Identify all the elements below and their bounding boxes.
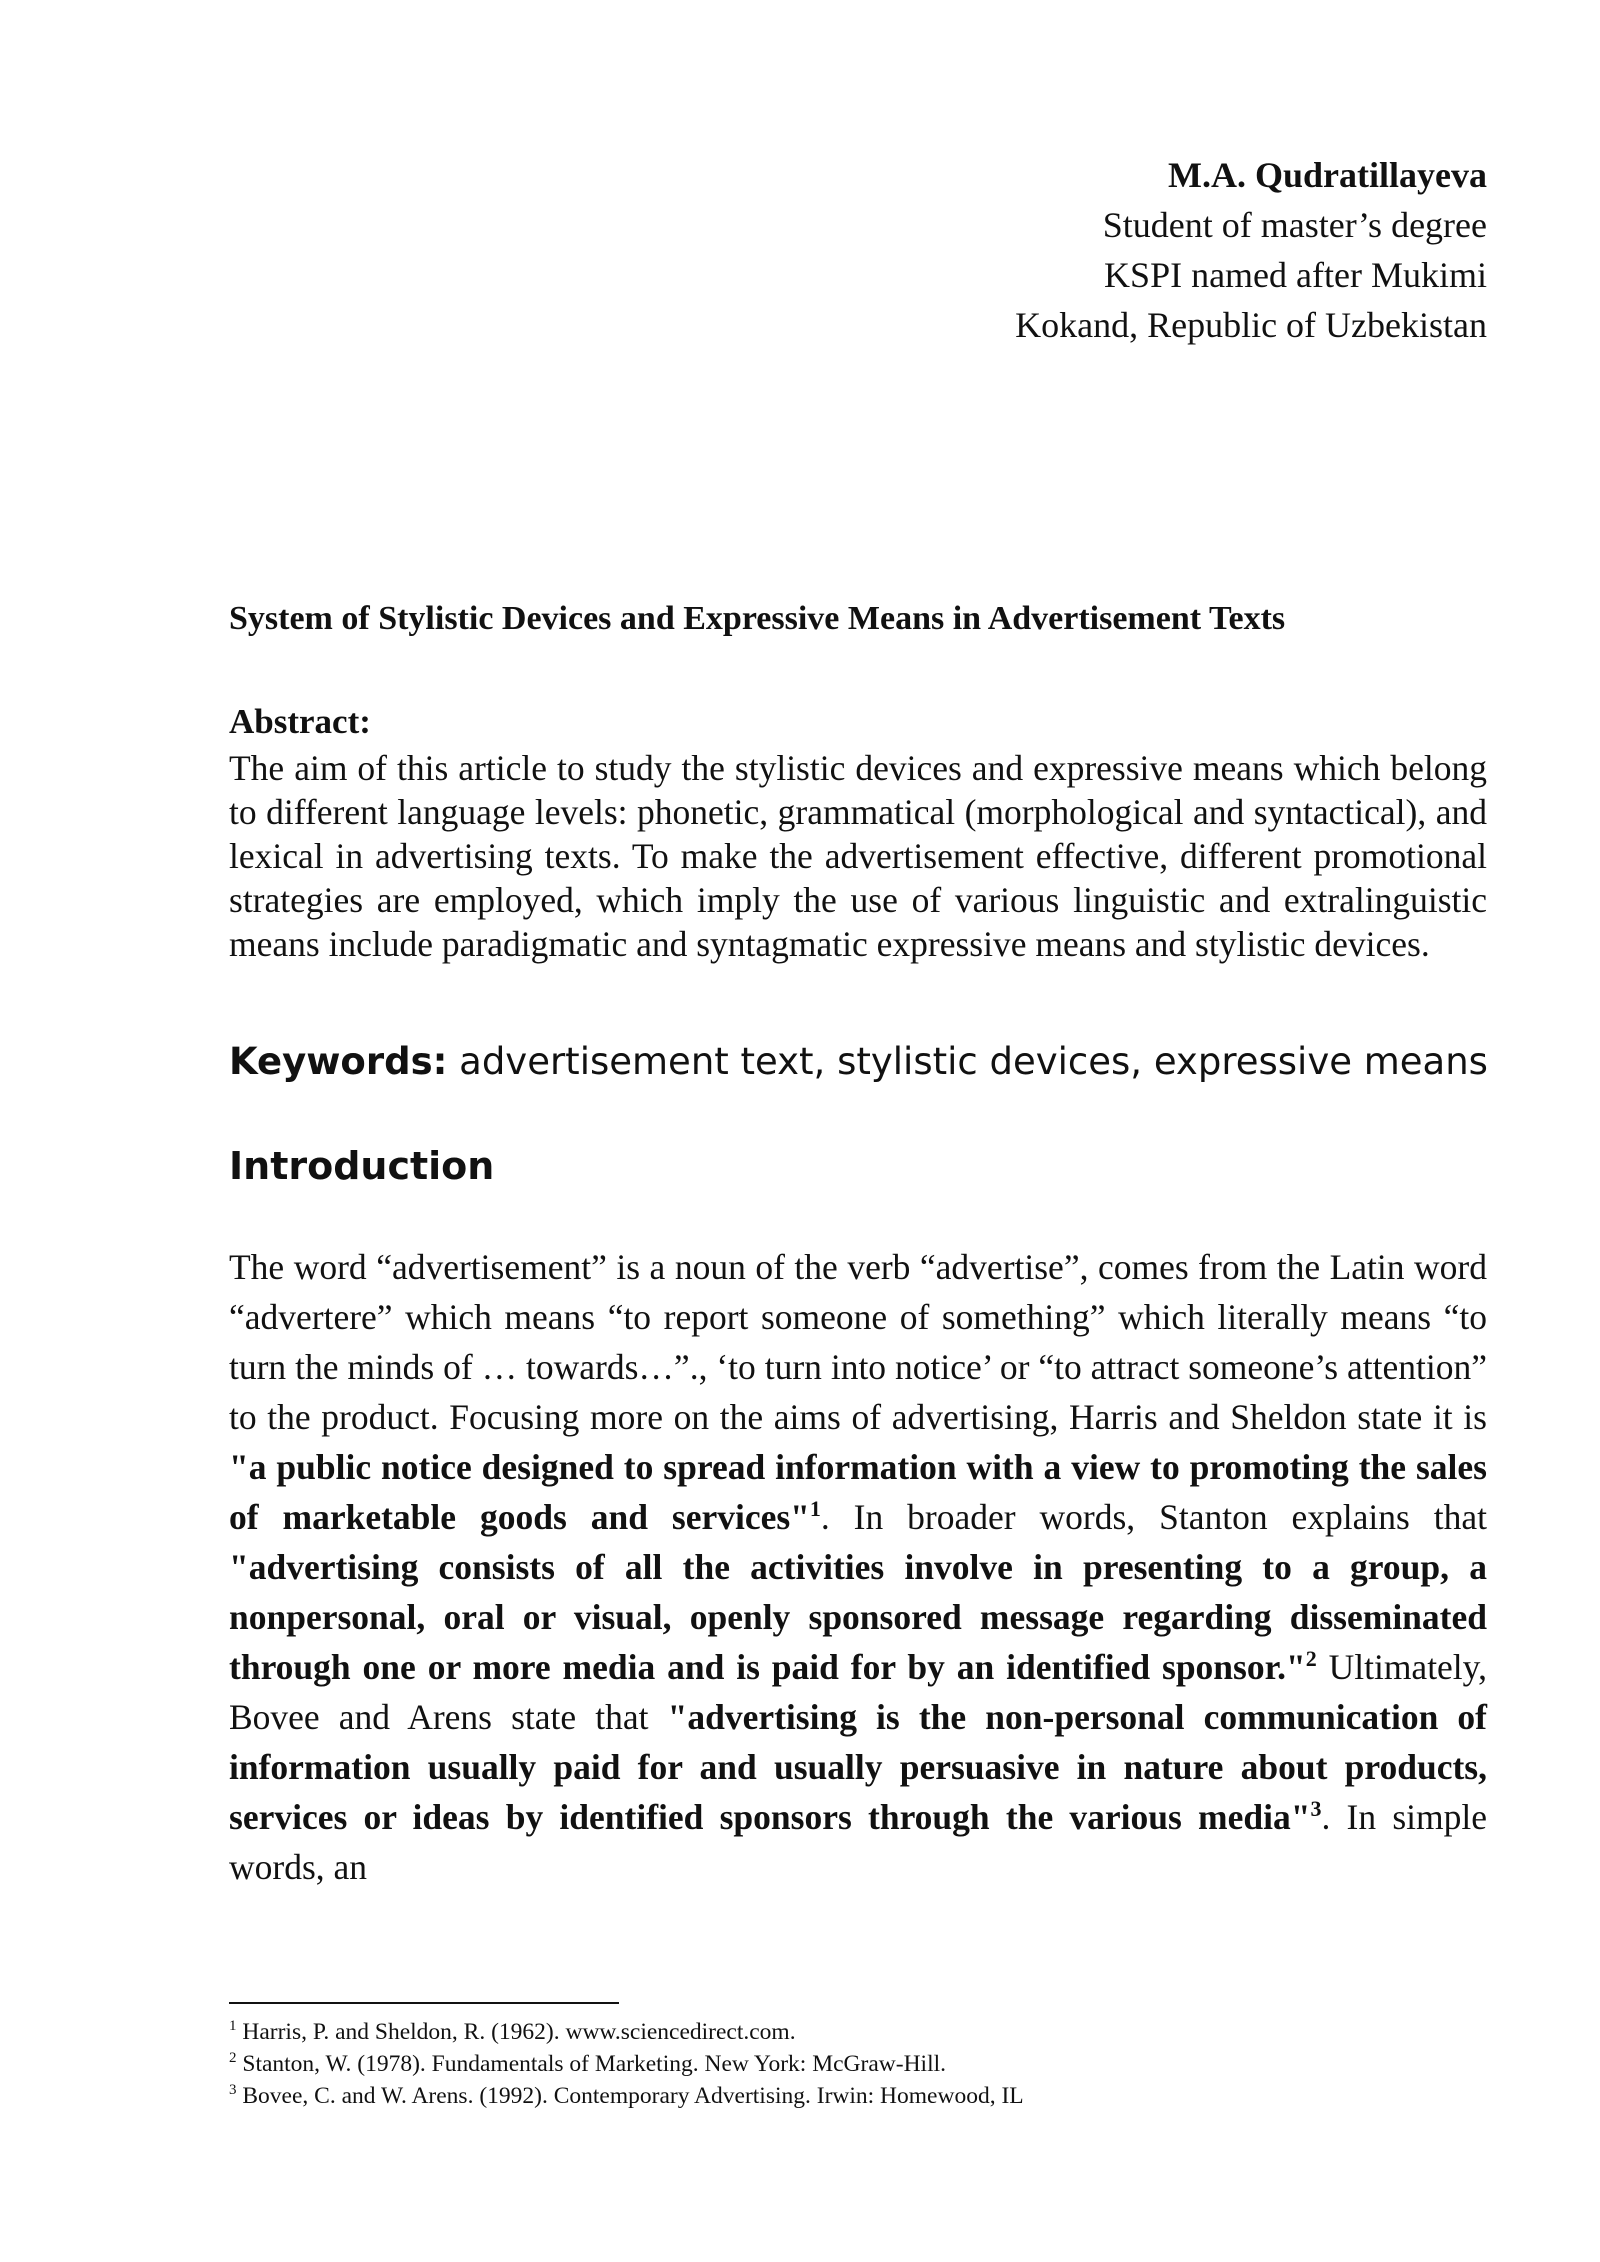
intro-text-4: . In simple words, an	[229, 1797, 1487, 1887]
footnote-number: 2	[229, 2050, 237, 2067]
keywords-label: Keywords:	[229, 1040, 448, 1083]
intro-text-2: . In broader words, Stanton explains that	[820, 1497, 1487, 1537]
footnote-3	[229, 2080, 1024, 2112]
bovee-arens-quote: "advertising is the non-personal communication of information usually paid for and usually persuasive in nature about products, services or ideas by identified sponsors through the various media"	[229, 1697, 1487, 1837]
footnote-text: Harris, P. and Sheldon, R. (1962). www.sciencedirect.com.	[236, 2019, 796, 2045]
abstract-text: The aim of this article to study the stylistic devices and expressive means which belong to different language levels: phonetic, grammatical (morphological and syntactical), and lexical in advertising texts. To make the advertisement effective, different promotional strategies are employed, which imply the use of various linguistic and extralinguistic means include paradigmatic and syntagmatic expressive means and stylistic devices.	[229, 748, 1487, 964]
introduction-heading: Introduction	[229, 1144, 495, 1188]
footnote-ref-3: 3	[1310, 1796, 1322, 1822]
article-title: System of Stylistic Devices and Expressive Means in Advertisement Texts	[229, 600, 1286, 637]
stanton-quote: "advertising consists of all the activities involve in presenting to a group, a nonpersonal, oral or visual, openly sponsored message regarding disseminated through one or more media and is paid for by an identified sponsor."	[229, 1547, 1487, 1687]
intro-text-1: The word “advertisement” is a noun of the verb “advertise”, comes from the Latin word “advertere” which means “to report someone of something” which literally means “to turn the minds of … towards…”., ‘to turn into notice’ or “to attract someone’s attention” to the product. Focusing more on the aims of advertising, Harris and Sheldon state it is	[229, 1247, 1487, 1437]
introduction-paragraph	[229, 1242, 1487, 1892]
author-name: M.A. Qudratillayeva	[1168, 155, 1487, 195]
introduction-body	[229, 1242, 1487, 1892]
footnotes	[229, 2016, 1024, 2112]
author-location: Kokand, Republic of Uzbekistan	[1015, 305, 1487, 345]
keywords-line	[229, 1040, 1488, 1083]
footnote-1	[229, 2016, 1024, 2048]
footnote-text: Bovee, C. and W. Arens. (1992). Contemporary Advertising. Irwin: Homewood, IL	[236, 2083, 1024, 2109]
footnote-number: 1	[229, 2018, 237, 2035]
footnote-text: Stanton, W. (1978). Fundamentals of Marketing. New York: McGraw-Hill.	[236, 2051, 946, 2077]
author-position: Student of master’s degree	[1102, 205, 1487, 245]
intro-text-3: Ultimately, Bovee and Arens state that	[229, 1647, 1487, 1737]
abstract-label: Abstract:	[229, 702, 371, 741]
footnote-number: 3	[229, 2082, 237, 2099]
author-block	[1015, 150, 1487, 350]
harris-quote: "a public notice designed to spread information with a view to promoting the sales of marketable goods and services"	[229, 1447, 1487, 1537]
footnote-2	[229, 2048, 1024, 2080]
footnote-divider	[229, 2002, 619, 2004]
author-institution: KSPI named after Mukimi	[1104, 255, 1487, 295]
keywords-text: advertisement text, stylistic devices, expressive means	[447, 1040, 1488, 1083]
footnote-ref-2: 2	[1305, 1646, 1317, 1672]
footnote-ref-1: 1	[809, 1496, 821, 1522]
